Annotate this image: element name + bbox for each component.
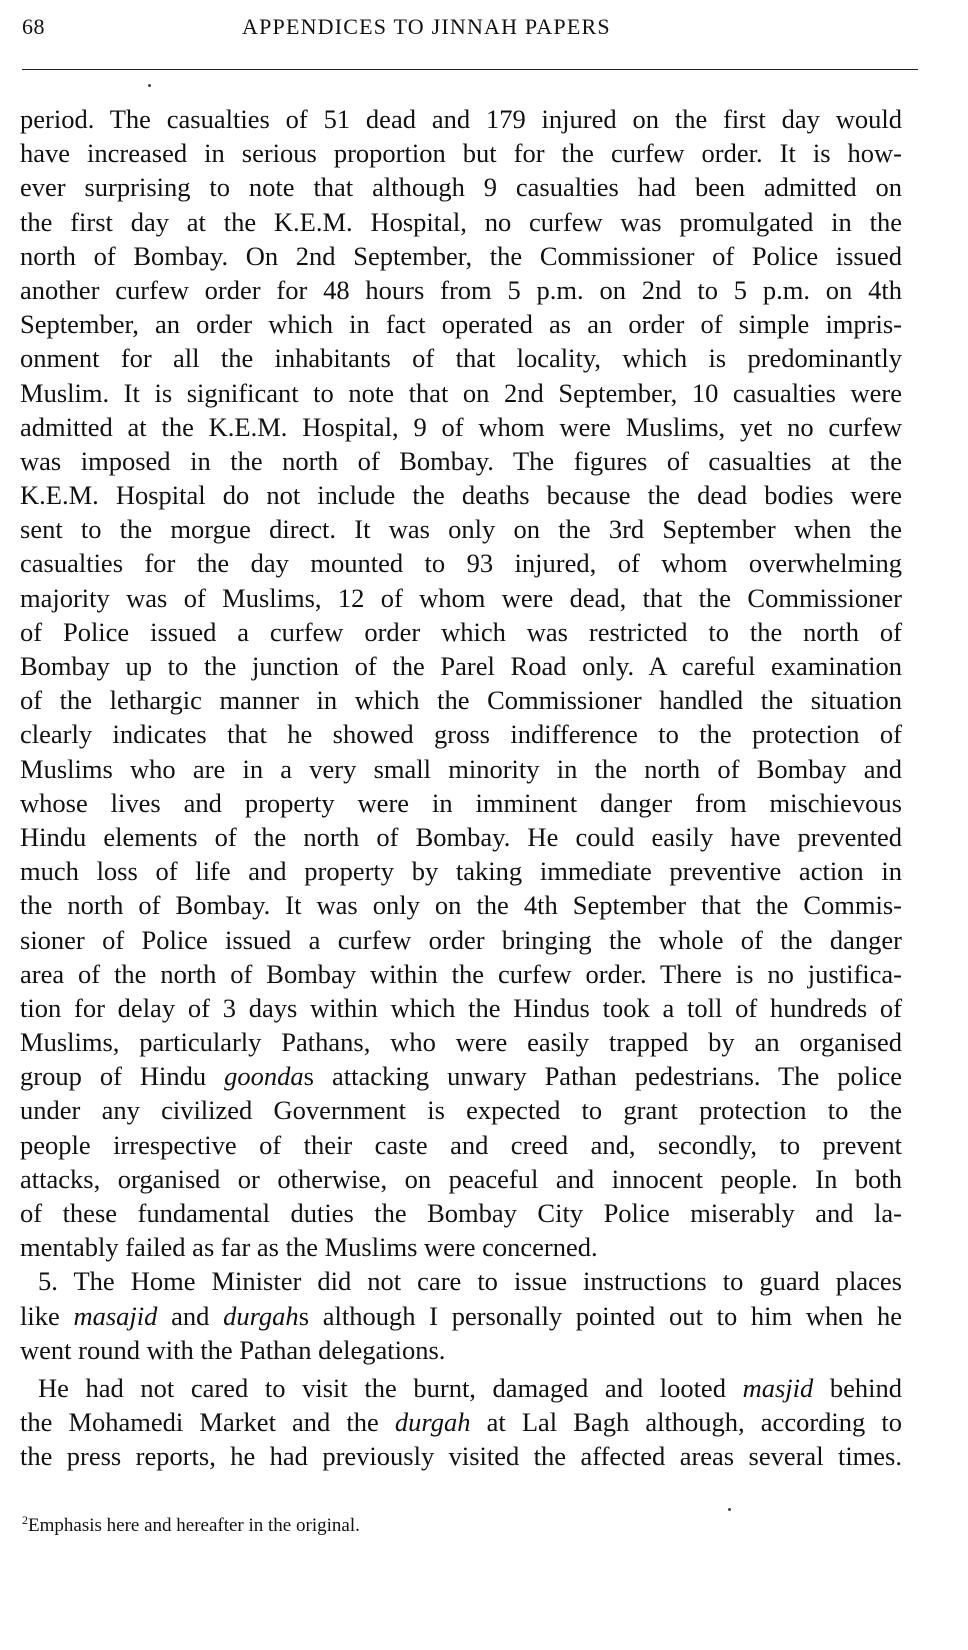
italic-term: masajid	[73, 1300, 158, 1331]
italic-term: goonda	[224, 1061, 304, 1092]
footnote-marker: 2	[22, 1513, 28, 1527]
paragraph-5-line: went round with the Pathan delegations.	[20, 1334, 446, 1365]
text-line: another curfew order for 48 hours from 5 p.m. on 2nd to 5 p.m. on 4th	[20, 274, 902, 305]
text-line: tion for delay of 3 days within which the Hindus took a toll of hundreds of	[20, 992, 902, 1023]
paragraph-6-line	[20, 1371, 902, 1405]
header-rule	[22, 69, 918, 70]
text-line: whose lives and property were in imminent danger from mischievous	[20, 787, 902, 818]
text-line: attacks, organised or otherwise, on peaceful and innocent people. In both	[20, 1163, 902, 1194]
paragraph-5-line: 5. The Home Minister did not care to issue instructions to guard places	[38, 1266, 902, 1297]
print-speck	[728, 1508, 731, 1511]
text-line: area of the north of Bombay within the curfew order. There is no justifica-	[20, 958, 902, 989]
text-line: ever surprising to note that although 9 casualties had been admitted on	[20, 172, 902, 203]
body-text	[20, 102, 902, 1474]
text-line: was imposed in the north of Bombay. The figures of casualties at the	[20, 445, 902, 476]
text-line: admitted at the K.E.M. Hospital, 9 of whom were Muslims, yet no curfew	[20, 411, 902, 442]
print-speck	[148, 84, 151, 87]
text-run: and	[157, 1300, 224, 1331]
footnote	[22, 1508, 360, 1538]
text-line: Hindu elements of the north of Bombay. He could easily have prevented	[20, 821, 902, 852]
text-line: Muslims who are in a very small minority in the north of Bombay and	[20, 753, 902, 784]
text-line: mentably failed as far as the Muslims were concerned.	[20, 1232, 598, 1263]
paragraph-6-line	[20, 1405, 902, 1439]
text-line: of these fundamental duties the Bombay City Police miserably and la-	[20, 1198, 902, 1228]
text-line: clearly indicates that he showed gross indifference to the protection of	[20, 719, 902, 750]
text-line-goondas	[20, 1059, 902, 1093]
italic-term: durgah	[223, 1300, 299, 1331]
text-line: September, an order which in fact operated as an order of simple impris-	[20, 309, 902, 340]
text-line: the first day at the K.E.M. Hospital, no curfew was promulgated in the	[20, 206, 902, 237]
text-line: sioner of Police issued a curfew order bringing the whole of the danger	[20, 924, 902, 955]
text-run: behind	[813, 1372, 903, 1403]
text-line: under any civilized Government is expected to grant protection to the	[20, 1095, 902, 1126]
paragraph-6-line: the press reports, he had previously visited the affected areas several times.	[20, 1441, 902, 1472]
text-run: s attacking unwary Pathan pedestrians. The police	[303, 1061, 902, 1092]
running-head	[22, 14, 920, 48]
text-line: sent to the morgue direct. It was only on the 3rd September when the	[20, 514, 902, 545]
text-line: period. The casualties of 51 dead and 179 injured on the first day would	[20, 104, 902, 134]
text-line: of the lethargic manner in which the Commissioner handled the situation	[20, 685, 902, 716]
text-line: of Police issued a curfew order which was restricted to the north of	[20, 616, 902, 647]
paragraph-5-line	[20, 1299, 902, 1333]
text-line: Bombay up to the junction of the Parel Road only. A careful examination	[20, 651, 902, 681]
text-run: group of Hindu	[20, 1061, 225, 1092]
italic-term: durgah	[394, 1407, 471, 1438]
text-line: casualties for the day mounted to 93 injured, of whom overwhelming	[20, 548, 902, 579]
text-line: majority was of Muslims, 12 of whom were dead, that the Commissioner	[20, 582, 902, 613]
text-run: like	[20, 1300, 74, 1331]
text-run: He had not cared to visit the burnt, damaged and looted	[38, 1372, 743, 1403]
text-run: s although I personally pointed out to him when he	[298, 1300, 902, 1331]
text-line: north of Bombay. On 2nd September, the Commissioner of Police issued	[20, 240, 902, 271]
italic-term: masjid	[742, 1372, 814, 1403]
text-line: K.E.M. Hospital do not include the deaths because the dead bodies were	[20, 480, 902, 511]
text-run: at Lal Bagh although, according to	[470, 1407, 902, 1438]
footnote-text: Emphasis here and hereafter in the original.	[28, 1515, 360, 1536]
text-line: have increased in serious proportion but for the curfew order. It is how-	[20, 138, 902, 169]
page-number: 68	[22, 14, 45, 39]
text-line: Muslim. It is significant to note that on 2nd September, 10 casualties were	[20, 377, 902, 408]
text-line: much loss of life and property by taking immediate preventive action in	[20, 856, 902, 887]
text-line: people irrespective of their caste and creed and, secondly, to prevent	[20, 1129, 902, 1160]
running-title: APPENDICES TO JINNAH PAPERS	[242, 14, 611, 39]
text-line: the north of Bombay. It was only on the 4th September that the Commis-	[20, 890, 902, 921]
text-run: the Mohamedi Market and the	[20, 1407, 395, 1438]
text-line: onment for all the inhabitants of that locality, which is predominantly	[20, 343, 902, 374]
text-line: Muslims, particularly Pathans, who were easily trapped by an organised	[20, 1027, 902, 1058]
